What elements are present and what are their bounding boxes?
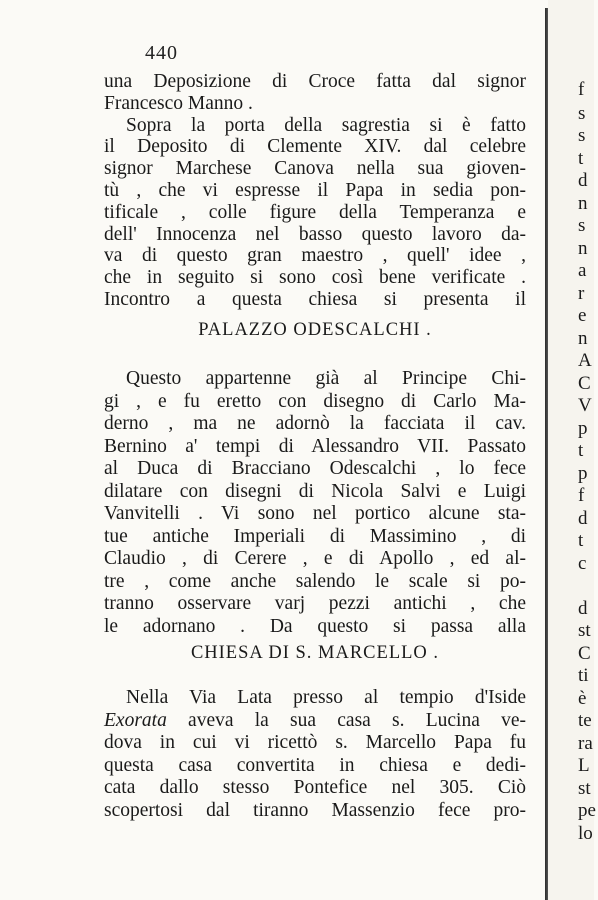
facing-page-fragment: p bbox=[578, 463, 588, 484]
text-line: signor Marchese Canova nella sua gioven- bbox=[104, 158, 526, 180]
text-line: Nella Via Lata presso al tempio d'Iside bbox=[126, 687, 526, 708]
text-line: il Deposito di Clemente XIV. dal celebre bbox=[104, 136, 526, 158]
facing-page-fragment: n bbox=[578, 328, 588, 349]
facing-page-fragment: lo bbox=[578, 823, 593, 844]
facing-page-fragment: r bbox=[578, 283, 585, 304]
facing-page-fragment: ra bbox=[578, 733, 593, 754]
facing-page-fragment: L bbox=[578, 755, 590, 776]
text-line: Sopra la porta della sagrestia si è fatto bbox=[126, 114, 526, 136]
facing-page-fragment: t bbox=[578, 148, 584, 169]
facing-page-fragment: st bbox=[578, 778, 591, 799]
facing-page-fragment: e bbox=[578, 305, 587, 326]
facing-page-fragment: V bbox=[578, 395, 592, 416]
facing-page-fragment: st bbox=[578, 620, 591, 641]
text-line: dell' Innocenza nel basso questo lavoro da- bbox=[104, 223, 526, 245]
facing-page-fragment: A bbox=[578, 350, 592, 371]
italic-word: Exorata bbox=[104, 709, 167, 731]
facing-page-fragment: f bbox=[578, 485, 585, 506]
section-heading-chiesa-s-marcello: CHIESA DI S. MARCELLO . bbox=[190, 643, 440, 663]
text-line: gi , e fu eretto con disegno di Carlo Ma- bbox=[104, 390, 526, 412]
text-line bbox=[104, 709, 526, 733]
facing-page-fragment: è bbox=[578, 688, 587, 709]
text-line: Questo appartenne già al Principe Chi- bbox=[126, 368, 526, 389]
facing-page-fragment: t bbox=[578, 530, 584, 551]
facing-page-fragment: C bbox=[578, 373, 591, 394]
page-gutter bbox=[545, 8, 548, 900]
text-line: questa casa convertita in chiesa e dedi- bbox=[104, 754, 526, 776]
facing-page-fragment: s bbox=[578, 125, 586, 146]
section-heading-palazzo-odescalchi: PALAZZO ODESCALCHI . bbox=[198, 320, 432, 340]
facing-page-fragment: pe bbox=[578, 800, 596, 821]
facing-page-fragment: te bbox=[578, 710, 592, 731]
text-line: Claudio , di Cerere , e di Apollo , ed al- bbox=[104, 548, 526, 569]
text-line: tre , come anche salendo le scale si po- bbox=[104, 570, 526, 592]
facing-page-fragment: n bbox=[578, 238, 588, 259]
text-line: tue antiche Imperiali di Massimino , di bbox=[104, 525, 526, 547]
text-line: dilatare con disegni di Nicola Salvi e Luigi bbox=[104, 480, 526, 502]
text-line: Incontro a questa chiesa si presenta il bbox=[104, 289, 526, 310]
text-line: che in seguito si sono così bene verificate . bbox=[104, 267, 526, 289]
text-line: una Deposizione di Croce fatta dal signor bbox=[104, 71, 526, 92]
facing-page-fragment: p bbox=[578, 418, 588, 439]
facing-page-fragment: d bbox=[578, 170, 588, 191]
text-line: al Duca di Bracciano Odescalchi , lo fece bbox=[104, 458, 526, 479]
facing-page-fragment: s bbox=[578, 103, 586, 124]
facing-page-fragment: s bbox=[578, 215, 586, 236]
facing-page-fragment: C bbox=[578, 643, 591, 664]
facing-page-fragment: d bbox=[578, 598, 588, 619]
facing-page-fragment: n bbox=[578, 193, 588, 214]
text-line: tificale , colle figure della Temperanza e bbox=[104, 201, 526, 223]
facing-page-fragment: t bbox=[578, 440, 584, 461]
text-line: Bernino a' tempi di Alessandro VII. Passato bbox=[104, 435, 526, 457]
facing-page-fragment: f bbox=[578, 79, 585, 100]
text-line: cata dallo stesso Pontefice nel 305. Ciò bbox=[104, 777, 526, 798]
text-line: dova in cui vi ricettò s. Marcello Papa fu bbox=[104, 732, 526, 753]
text-line: tù , che vi espresse il Papa in sedia pon- bbox=[104, 180, 526, 201]
text-line: le adornano . Da questo si passa alla bbox=[104, 615, 526, 637]
text-line: va di questo gran maestro , quell' idee , bbox=[104, 245, 526, 267]
text-line: derno , ma ne adornò la facciata il cav. bbox=[104, 413, 526, 434]
line-rest: aveva la sua casa s. Lucina ve- bbox=[166, 709, 526, 731]
page-number: 440 bbox=[145, 42, 178, 64]
facing-page-fragment: d bbox=[578, 508, 588, 529]
text-line: scopertosi dal tiranno Massenzio fece pro- bbox=[104, 799, 526, 821]
facing-page-fragment: c bbox=[578, 553, 587, 574]
facing-page-fragment: a bbox=[578, 260, 587, 281]
facing-page-fragment: ti bbox=[578, 665, 589, 686]
text-line: tranno osservare varj pezzi antichi , che bbox=[104, 593, 526, 614]
text-line: Vanvitelli . Vi sono nel portico alcune sta- bbox=[104, 503, 526, 524]
text-line: Francesco Manno . bbox=[104, 92, 253, 114]
